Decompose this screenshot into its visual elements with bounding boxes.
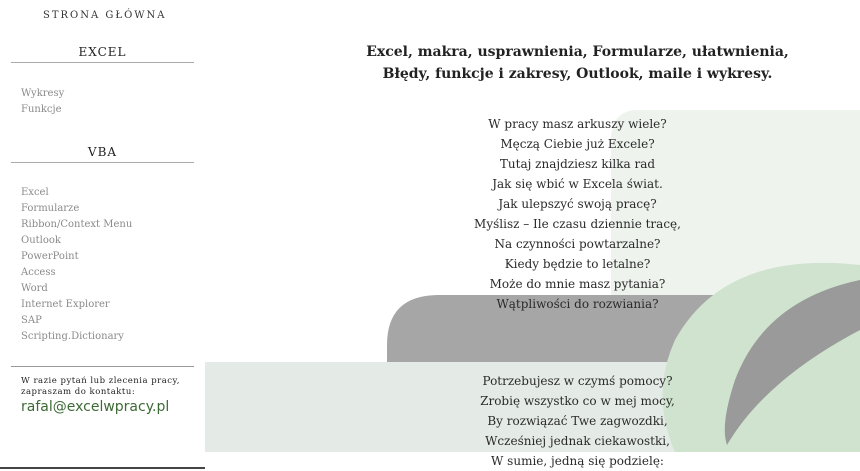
excel-section-title: EXCEL [11, 45, 194, 63]
vba-nav-list [21, 185, 132, 345]
poem-stanza-2 [205, 371, 860, 471]
nav-item-word[interactable]: Word [21, 283, 48, 294]
poem-line: Wcześniej jednak ciekawostki, [485, 434, 670, 448]
poem-line: W sumie, jedną się podzielę: [491, 454, 664, 468]
poem-line: By rozwiązać Twe zagwozdki, [487, 414, 668, 428]
nav-item-sap[interactable]: SAP [21, 315, 42, 326]
vba-section-title: VBA [11, 145, 194, 163]
poem-line: Wątpliwości do rozwiania? [496, 297, 659, 311]
poem-line: Potrzebujesz w czymś pomocy? [482, 374, 673, 388]
contact-email-link[interactable]: rafal@excelwpracy.pl [21, 399, 170, 415]
sidebar [0, 0, 205, 471]
poem-line: Może do mnie masz pytania? [489, 277, 666, 291]
contact-note-line2: zapraszam do kontaktu: [21, 387, 136, 397]
nav-item-funkcje[interactable]: Funkcje [21, 104, 62, 115]
nav-item-access[interactable]: Access [21, 267, 56, 278]
poem-stanza-1 [205, 114, 860, 314]
excel-nav-list [21, 86, 64, 118]
poem-line: W pracy masz arkuszy wiele? [488, 117, 667, 131]
nav-item-ribbon[interactable]: Ribbon/Context Menu [21, 219, 133, 230]
nav-item-excel[interactable]: Excel [21, 187, 49, 198]
contact-note-line1: W razie pytań lub zlecenia pracy, [21, 376, 180, 386]
main-content [205, 0, 860, 471]
poem-line: Jak ulepszyć swoją pracę? [498, 197, 657, 211]
sidebar-bottom-divider [0, 467, 205, 469]
poem-line: Męczą Ciebie już Excele? [500, 137, 655, 151]
headline-line2: Błędy, funkcje i zakresy, Outlook, maile i wykresy. [382, 66, 773, 82]
poem-line: Tutaj znajdziesz kilka rad [499, 157, 656, 171]
poem-line: Zrobię wszystko co w mej mocy, [480, 394, 675, 408]
poem-line: Myślisz – Ile czasu dziennie tracę, [474, 217, 681, 231]
nav-item-wykresy[interactable]: Wykresy [21, 88, 65, 99]
nav-item-powerpoint[interactable]: PowerPoint [21, 251, 79, 262]
poem-line: Kiedy będzie to letalne? [504, 257, 651, 271]
nav-item-formularze[interactable]: Formularze [21, 203, 80, 214]
nav-item-scripting-dictionary[interactable]: Scripting.Dictionary [21, 331, 124, 342]
contact-box [11, 366, 194, 415]
headline-line1: Excel, makra, usprawnienia, Formularze, ułatwnienia, [366, 44, 789, 60]
nav-item-outlook[interactable]: Outlook [21, 235, 61, 246]
home-link[interactable]: STRONA GŁÓWNA [43, 10, 167, 21]
nav-item-internet-explorer[interactable]: Internet Explorer [21, 299, 110, 310]
poem-line: Jak się wbić w Excela świat. [492, 177, 663, 191]
poem-line: Na czynności powtarzalne? [494, 237, 661, 251]
